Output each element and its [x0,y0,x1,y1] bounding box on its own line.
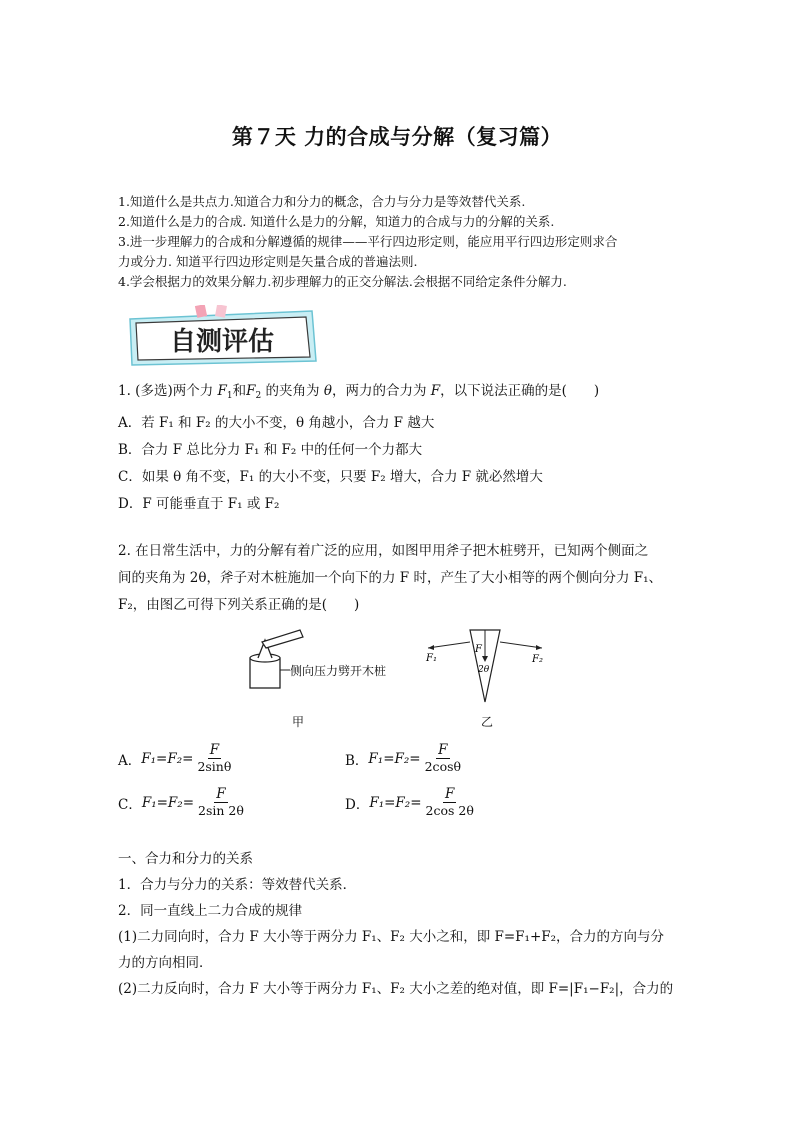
tape-icon [215,305,227,318]
q2-stem-line: F₂，由图乙可得下列关系正确的是( ) [118,597,360,613]
q2-stem-line: 间的夹角为 2θ，斧子对木桩施加一个向下的力 F 时，产生了大小相等的两个侧向分力 F₁、 [118,570,663,586]
goal-line: 3.进一步理解力的合成和分解遵循的规律——平行四边形定则，能应用平行四边形定则求合 [118,234,618,249]
q2-option-b: B． F₁=F₂= $\frac{F}{2\cos\theta}$ [345,742,462,774]
goal-line: 2.知道什么是力的合成. 知道什么是力的分解，知道力的合成与力的分解的关系. [118,214,555,229]
q1-option-a: A．若 F₁ 和 F₂ 的大小不变，θ 角越小，合力 F 越大 [118,415,435,431]
page-title: 第７天 力的合成与分解（复习篇） [231,125,563,149]
question-2 [118,538,678,619]
figure-caption-yi: 乙 [481,715,494,729]
section-heading: 一、合力和分力的关系 [118,851,253,867]
q1-option-d: D．F 可能垂直于 F₁ 或 F₂ [118,496,280,512]
learning-goals [118,192,678,292]
section-line: (1)二力同向时，合力 F 大小等于两分力 F₁、F₂ 大小之和，即 F=F₁+F₂，合力的方向与分 [118,929,665,945]
section-line: (2)二力反向时，合力 F 大小等于两分力 F₁、F₂ 大小之差的绝对值，即 F=|F₁−F₂|，合力的 [118,981,674,997]
axe-annotation: 侧向压力劈开木桩 [290,664,387,678]
q2-option-d: D． F₁=F₂= $\frac{F}{2\cos 2\theta}$ [345,786,474,818]
wedge-force-figure [420,626,560,706]
section-line: 力的方向相同． [118,955,213,971]
q2-option-a: A． F₁=F₂= $\frac{F}{2\sin\theta}$ [118,742,232,774]
fig-label-angle: 2θ [478,665,490,675]
question-1 [118,378,678,518]
goal-line: 4.学会根据力的效果分解力.初步理解力的正交分解法.会根据不同给定条件分解力. [118,274,567,289]
q2-option-c: C． F₁=F₂= $\frac{F}{2\sin 2\theta}$ [118,786,244,818]
goal-line: 1.知道什么是共点力.知道合力和分力的概念，合力与分力是等效替代关系. [118,194,526,209]
self-test-banner [124,305,320,369]
figure-caption-jia: 甲 [292,715,305,729]
axe-figure [240,628,400,696]
q1-option-b: B．合力 F 总比分力 F₁ 和 F₂ 中的任何一个力都大 [118,442,423,458]
fig-label-f1: F₁ [426,653,437,664]
banner-text: 自测评估 [169,327,275,357]
q1-stem: 1. (多选)两个力 $F_1$和$F_2$ 的夹角为 θ，两力的合力为 F，以下说法正确的是( ) [118,383,600,401]
knowledge-section [118,846,678,1002]
q2-stem-line: 2. 在日常生活中，力的分解有着广泛的应用，如图甲用斧子把木桩劈开，已知两个侧面之 [118,543,649,559]
section-line: 2．同一直线上二力合成的规律 [118,903,303,919]
section-line: 1．合力与分力的关系：等效替代关系． [118,877,357,893]
fig-label-f2: F₂ [532,654,543,665]
goal-line: 力或分力. 知道平行四边形定则是矢量合成的普遍法则. [118,254,418,269]
fig-label-f: F [475,644,482,655]
q1-option-c: C．如果 θ 角不变，F₁ 的大小不变，只要 F₂ 增大，合力 F 就必然增大 [118,469,543,485]
